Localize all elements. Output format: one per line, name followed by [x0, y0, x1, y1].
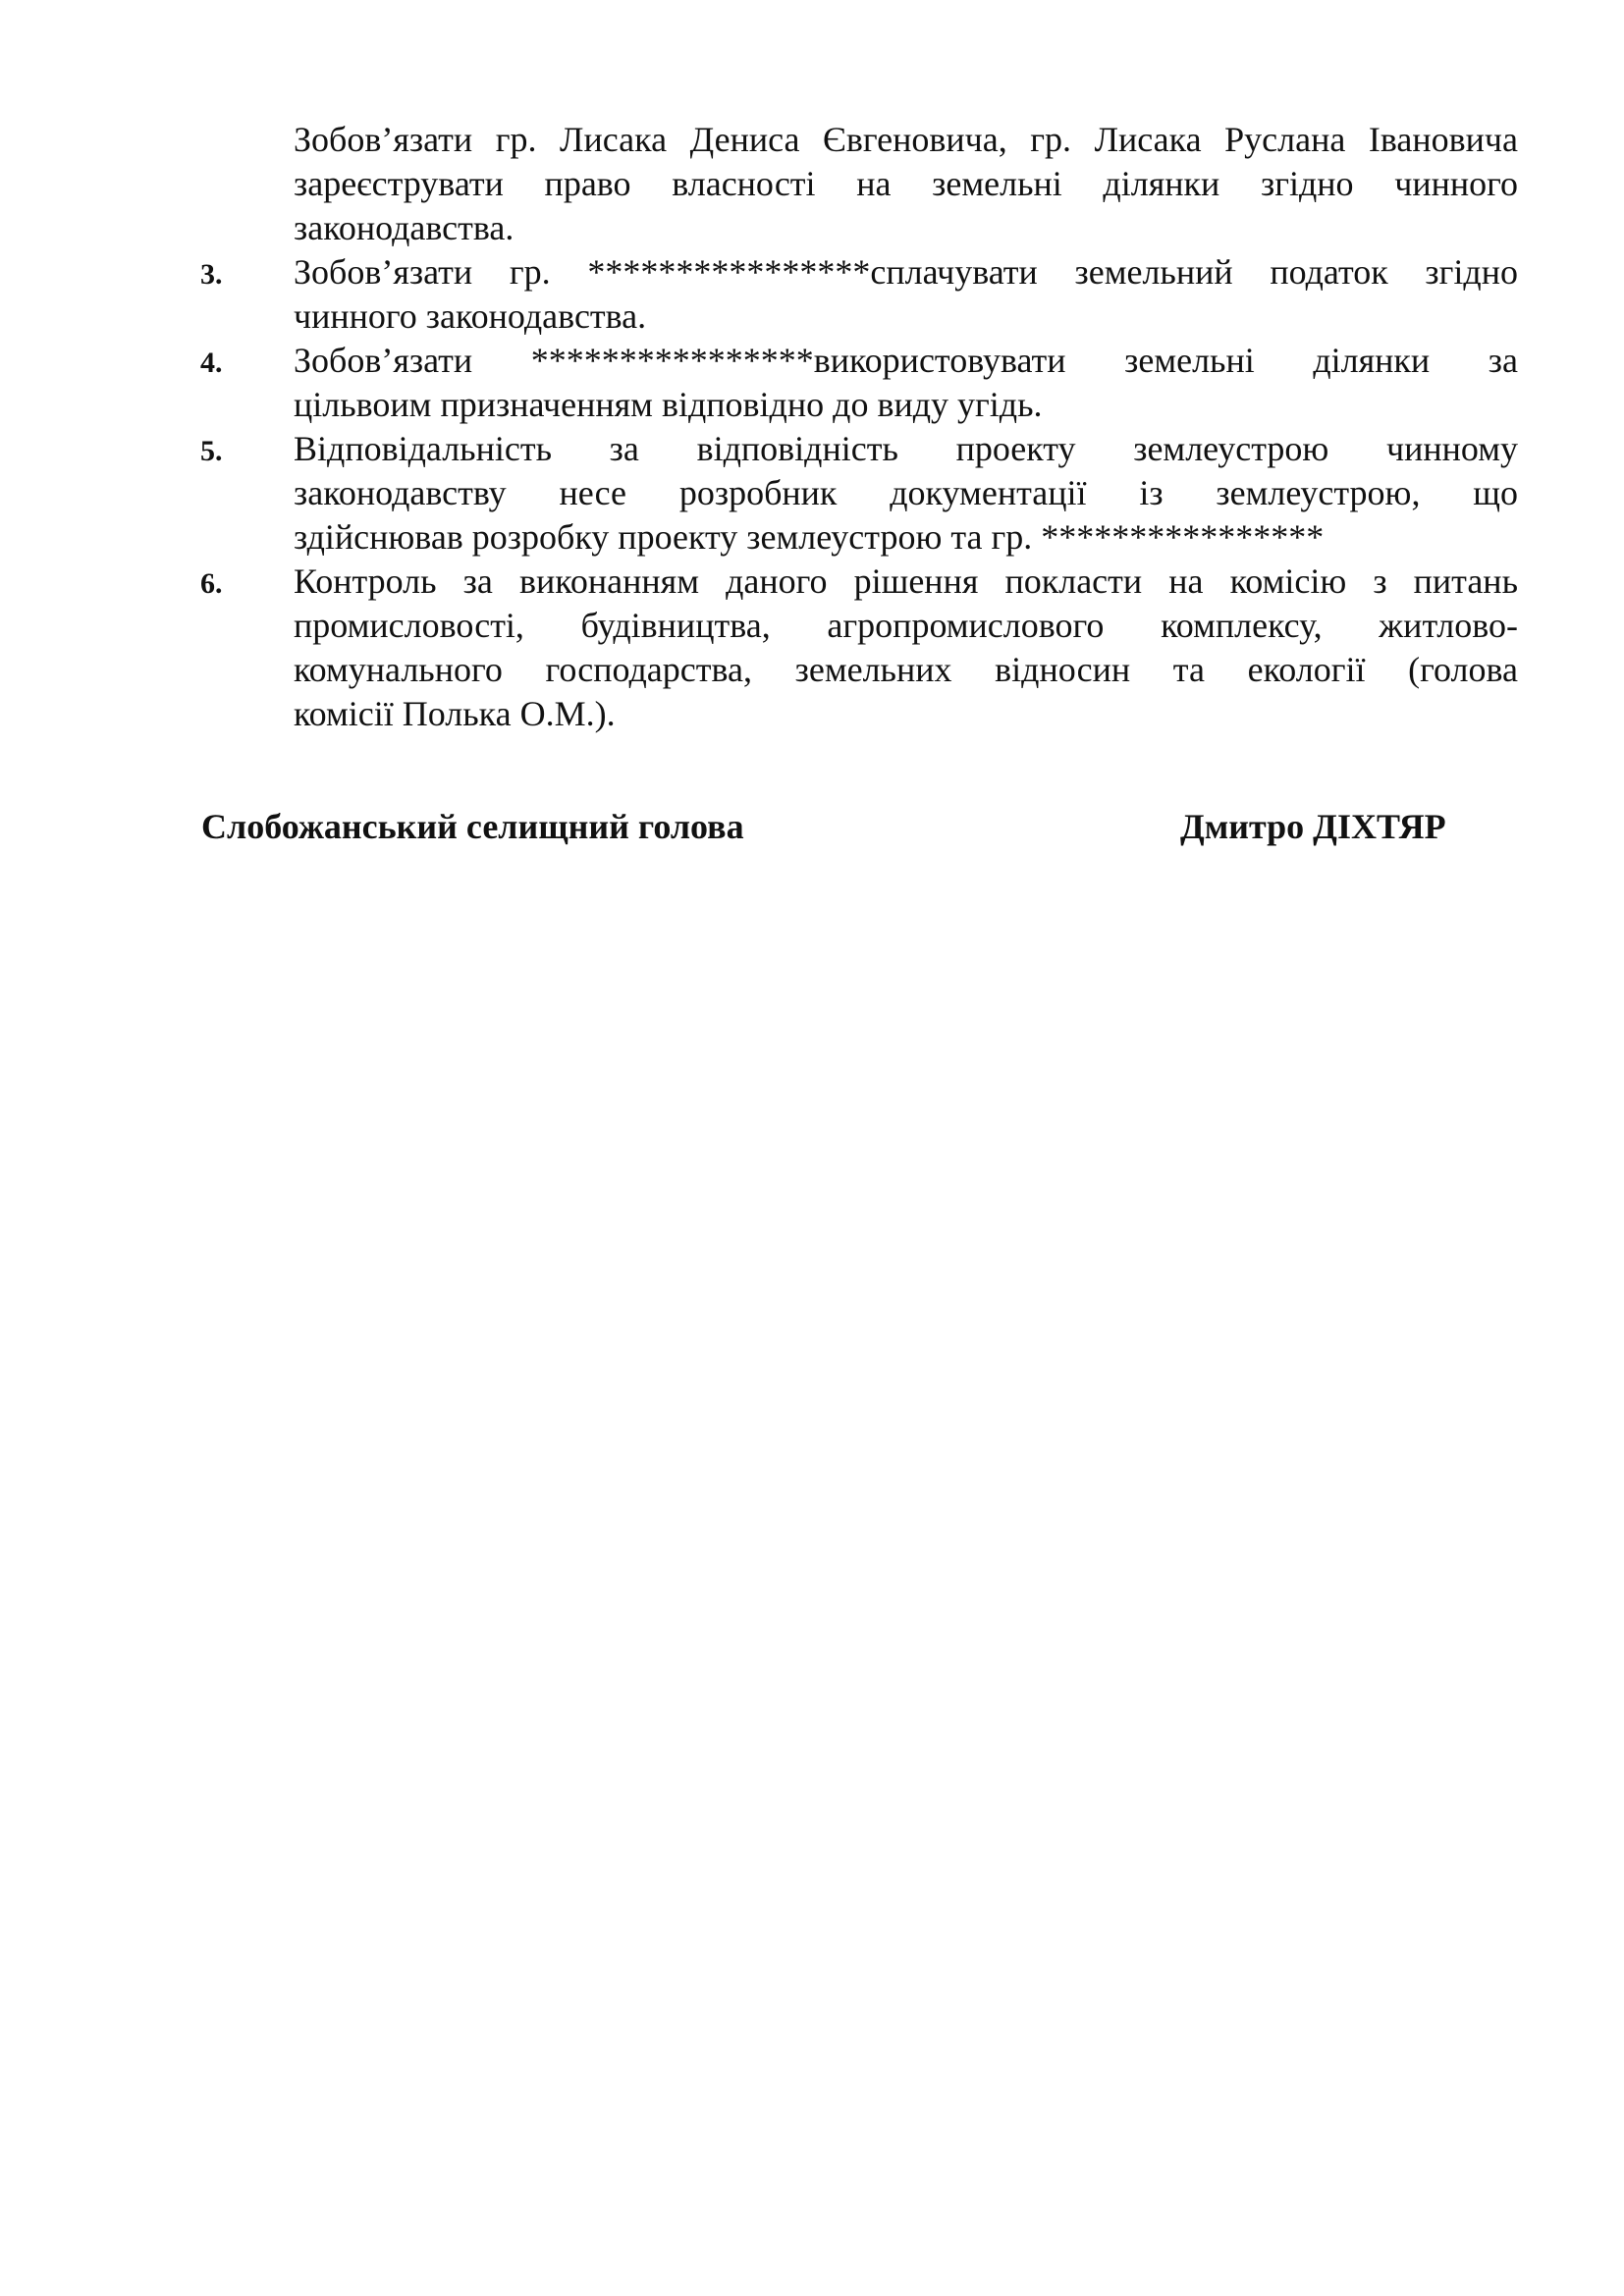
paragraph-line: цільвоим призначенням відповідно до виду угідь. — [294, 385, 1043, 424]
signature-name: Дмитро ДІХТЯР — [1180, 807, 1446, 846]
paragraph-line: Зобов’язати гр. Лисака Дениса Євгеновича, гр. Лисака Руслана Івановича — [294, 120, 1518, 159]
paragraph-text — [294, 118, 1518, 250]
paragraph-line: Зобов’язати ****************використовувати земельні ділянки за — [294, 341, 1518, 380]
paragraph-line: комісії Полька О.М.). — [294, 694, 616, 733]
paragraph-line: промисловості, будівництва, агропромислового комплексу, житлово- — [294, 606, 1518, 645]
paragraph-text — [294, 339, 1518, 427]
paragraph-item-4 — [200, 339, 1518, 432]
paragraph-line: чинного законодавства. — [294, 296, 647, 336]
paragraph-number: 5. — [200, 435, 223, 467]
paragraph-line: Відповідальність за відповідність проекту землеустрою чинному — [294, 429, 1518, 468]
paragraph-line: зареєструвати право власності на земельні ділянки згідно чинного — [294, 164, 1518, 203]
paragraph-item-5 — [200, 427, 1518, 564]
paragraph-text — [294, 560, 1518, 736]
paragraph-number: 6. — [200, 567, 223, 600]
paragraph-number: 3. — [200, 258, 223, 291]
paragraph-item-6 — [200, 560, 1518, 741]
paragraph-line: Зобов’язати гр. ****************сплачувати земельний податок згідно — [294, 252, 1518, 292]
paragraph-line: Контроль за виконанням даного рішення покласти на комісію з питань — [294, 561, 1518, 601]
signature-title: Слобожанський селищний голова — [201, 807, 744, 846]
paragraph-line: комунального господарства, земельних відносин та екології (голова — [294, 650, 1518, 689]
paragraph-text — [294, 250, 1518, 339]
paragraph-item-3 — [200, 250, 1518, 344]
paragraph-line: здійснював розробку проекту землеустрою та гр. **************** — [294, 517, 1325, 557]
paragraph-line: законодавства. — [294, 208, 514, 247]
paragraph-number: 4. — [200, 347, 223, 379]
paragraph-text — [294, 427, 1518, 560]
paragraph-line: законодавству несе розробник документації із землеустрою, що — [294, 473, 1518, 512]
paragraph-item-2-continuation — [200, 118, 1518, 255]
